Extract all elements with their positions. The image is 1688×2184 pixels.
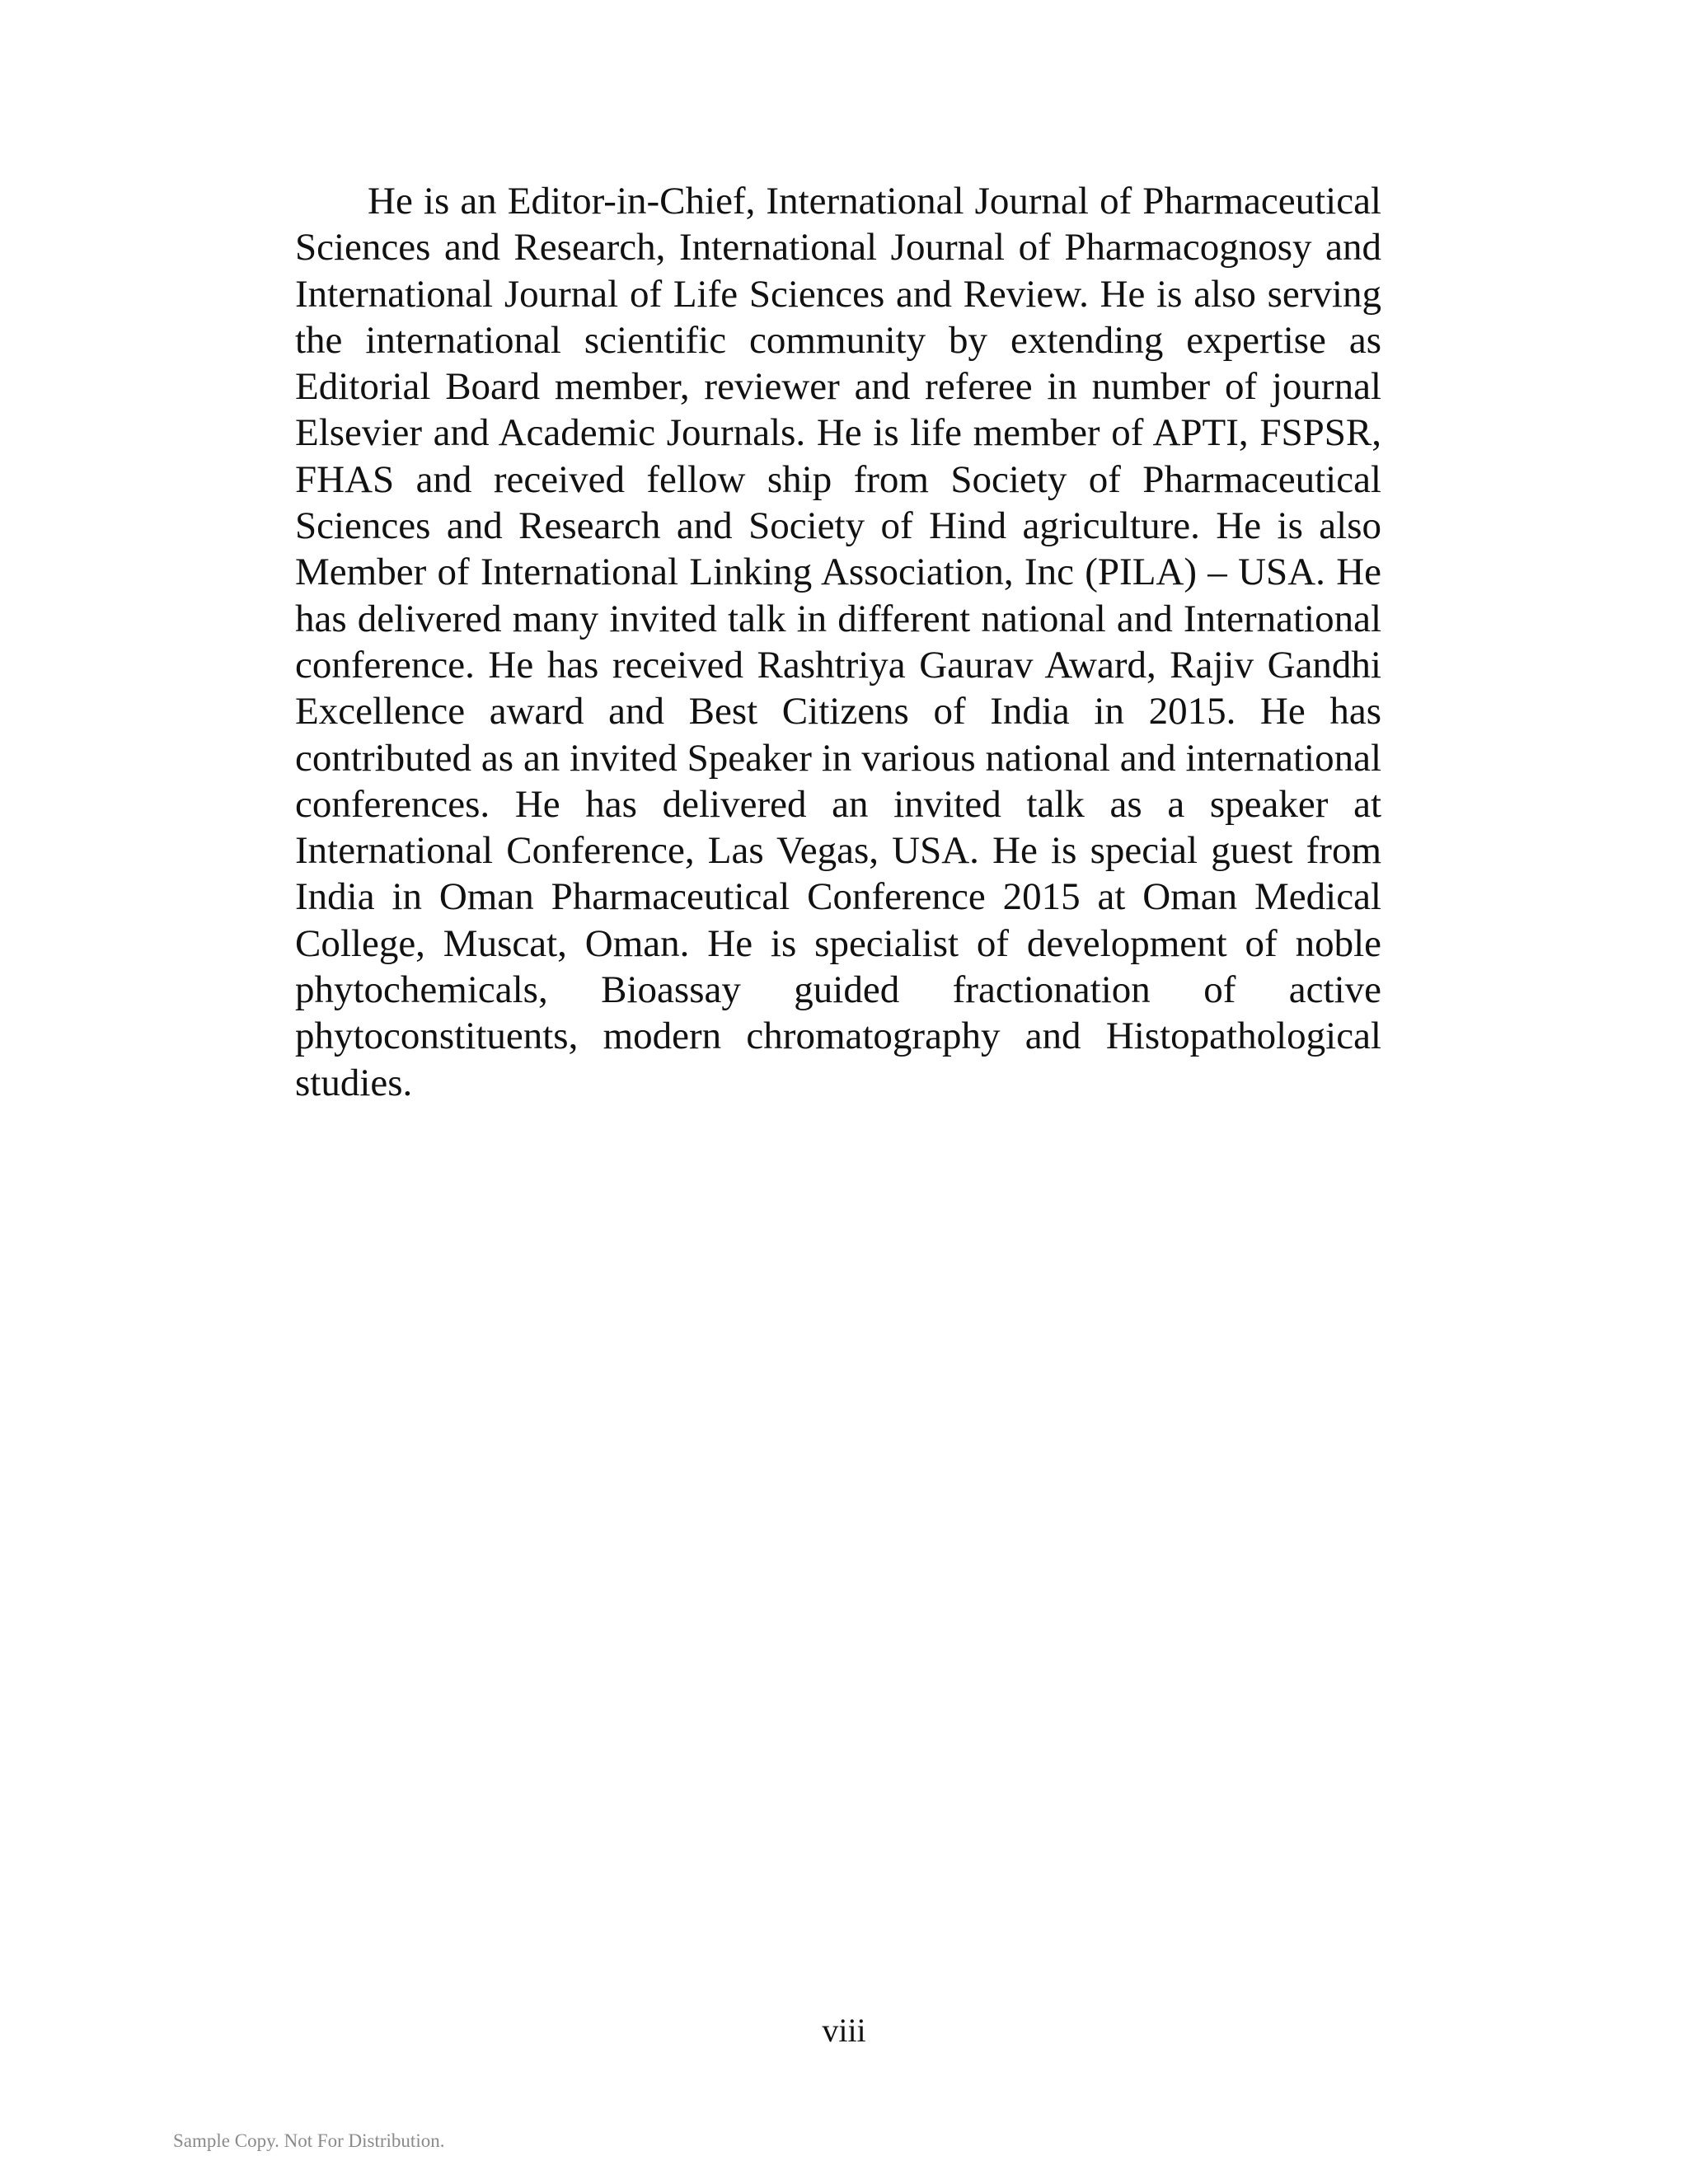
biography-paragraph: He is an Editor-in-Chief, International Journal of Pharmaceutical Sciences and Research, International Journal of Pharmacognosy and International Journal of Life Sciences and Review. He is also serving the international scientific community by extending expertise as Editorial Board member, reviewer and referee in number of journal Elsevier and Academic Journals. He is life member of APTI, FSPSR, FHAS and received fellow ship from Society of Pharmaceutical Sciences and Research and Society of Hind agriculture. He is also Member of International Linking Association, Inc (PILA) – USA. He has delivered many invited talk in different national and International conference. He has received Rashtriya Gaurav Award, Rajiv Gandhi Excellence award and Best Citizens of India in 2015. He has contributed as an invited Speaker in various national and international conferences. He has delivered an invited talk as a speaker at International Conference, Las Vegas, USA. He is special guest from India in Oman Pharmaceutical Conference 2015 at Oman Medical College, Muscat, Oman. He is specialist of development of noble phytochemicals, Bioassay guided fractionation of active phytoconstituents, modern chromatography and Histopathological studies. xyxy=(295,180,1381,1104)
page-number: viii xyxy=(822,2012,866,2049)
distribution-notice: Sample Copy. Not For Distribution. xyxy=(173,2130,445,2151)
